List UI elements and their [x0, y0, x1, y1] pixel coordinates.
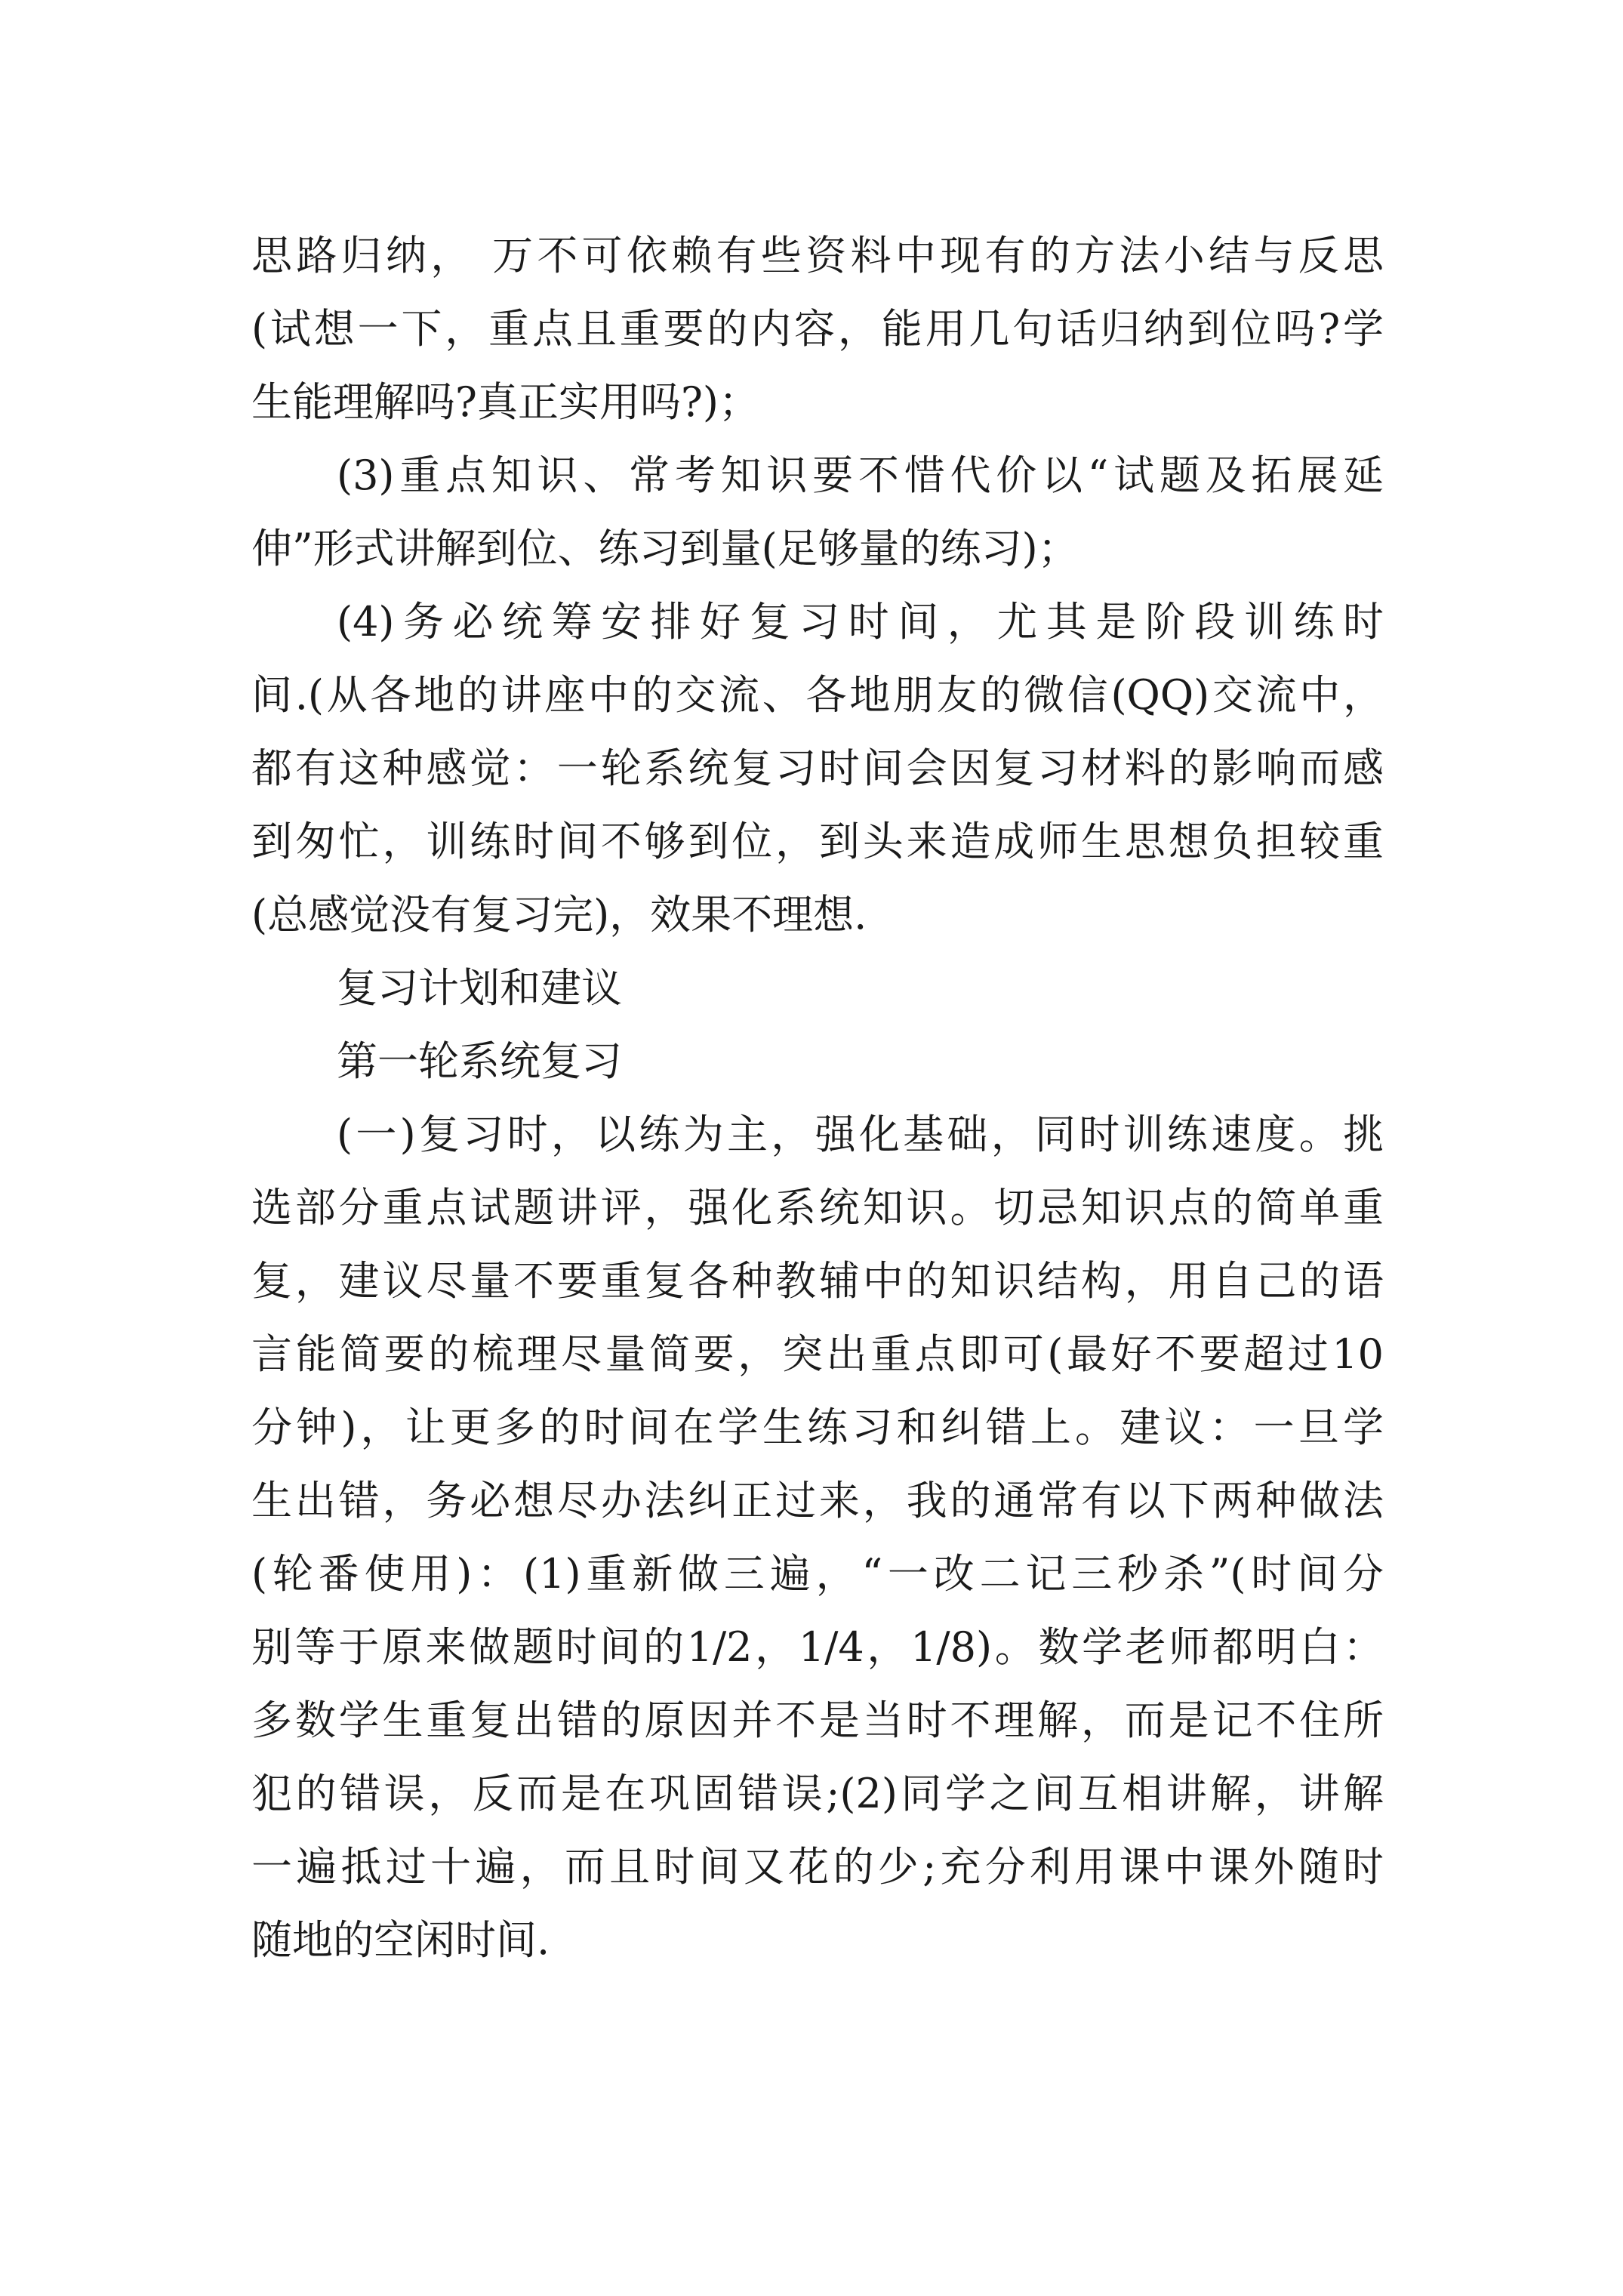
text-line: 随地的空闲时间.: [251, 1916, 550, 1964]
text-line: (轮番使用)：(1)重新做三遍，“一改二记三秒杀”(时间分: [251, 1550, 1384, 1598]
text-line: 犯的错误，反而是在巩固错误;(2)同学之间互相讲解，讲解: [251, 1770, 1384, 1817]
text-line: 都有这种感觉：一轮系统复习时间会因复习材料的影响而感: [251, 744, 1384, 792]
text-line: 分钟)，让更多的时间在学生练习和纠错上。建议：一旦学: [251, 1404, 1384, 1451]
text-line: 伸”形式讲解到位、练习到量(足够量的练习)；: [251, 525, 1079, 572]
body-text: [251, 219, 1384, 1977]
text-line: (一)复习时，以练为主，强化基础，同时训练速度。挑: [337, 1111, 1384, 1158]
text-line: 多数学生重复出错的原因并不是当时不理解，而是记不住所: [251, 1697, 1384, 1744]
section-heading: 复习计划和建议: [337, 964, 622, 1012]
text-line: (试想一下，重点且重要的内容，能用几句话归纳到位吗?学: [251, 305, 1384, 353]
text-line: 间.(从各地的讲座中的交流、各地朋友的微信(QQ)交流中，: [251, 671, 1384, 719]
text-line: 一遍抵过十遍，而且时间又花的少;充分利用课中课外随时: [251, 1843, 1384, 1891]
text-line: 到匆忙，训练时间不够到位，到头来造成师生思想负担较重: [251, 818, 1384, 865]
text-line: 复，建议尽量不要重复各种教辅中的知识结构，用自己的语: [251, 1257, 1384, 1305]
text-line: 生能理解吗?真正实用吗?)；: [251, 378, 759, 426]
text-line: 选部分重点试题讲评，强化系统知识。切忌知识点的简单重: [251, 1184, 1384, 1231]
text-line: 别等于原来做题时间的1/2，1/4，1/8)。数学老师都明白：: [251, 1623, 1384, 1671]
section-heading: 第一轮系统复习: [337, 1037, 622, 1085]
text-line: 思路归纳， 万不可依赖有些资料中现有的方法小结与反思: [251, 232, 1384, 279]
text-line: (总感觉没有复习完)，效果不理想.: [251, 891, 867, 938]
text-line: (4)务必统筹安排好复习时间，尤其是阶段训练时: [337, 598, 1384, 646]
text-line: 言能简要的梳理尽量简要，突出重点即可(最好不要超过10: [251, 1330, 1384, 1378]
text-line: 生出错，务必想尽办法纠正过来，我的通常有以下两种做法: [251, 1477, 1384, 1524]
text-line: (3)重点知识、常考知识要不惜代价以“试题及拓展延: [337, 451, 1384, 499]
